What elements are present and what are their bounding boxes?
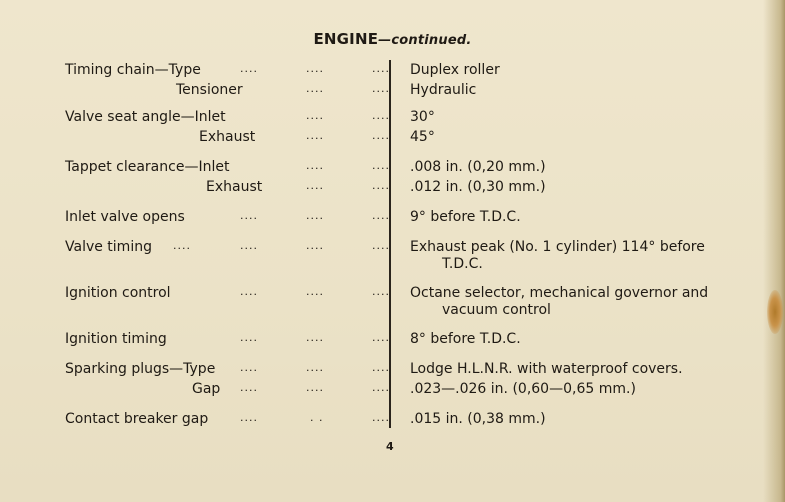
leader-dots: .... [372,239,390,252]
leader-dots: .... [372,109,390,122]
leader-dots: .... [306,129,324,142]
spec-row-sparking-plugs-gap [0,381,785,399]
leader-dots: .... [306,159,324,172]
leader-dots: .... [306,239,324,252]
spec-row-tensioner [0,82,785,100]
spec-label: Ignition timing [65,331,167,347]
spec-label: Contact breaker gap [65,411,209,427]
spec-label: Sparking plugs—Type [65,361,216,377]
spec-label: Tappet clearance—Inlet [65,159,230,175]
spec-row-ignition-timing [0,331,785,349]
spec-row-ignition-control-cont [0,302,785,320]
spec-label: Valve timing [65,239,152,255]
spec-value: Hydraulic [410,82,477,98]
leader-dots: .... [306,381,324,394]
leader-dots: .... [240,381,258,394]
spec-label: Inlet valve opens [65,209,185,225]
leader-dots: .... [372,411,390,424]
spec-row-contact-breaker-gap [0,411,785,429]
leader-dots: .... [240,62,258,75]
leader-dots: .... [372,179,390,192]
leader-dots: .... [372,62,390,75]
leader-dots: .... [372,129,390,142]
spec-row-ignition-control [0,285,785,303]
spec-value: Exhaust peak (No. 1 cylinder) 114° before [410,239,705,255]
leader-dots: .... [306,361,324,374]
leader-dots: . . [310,411,324,424]
spec-value: .012 in. (0,30 mm.) [410,179,546,195]
spec-value: .015 in. (0,38 mm.) [410,411,546,427]
spec-label: Tensioner [176,82,243,98]
spec-value: Duplex roller [410,62,500,78]
spec-label: Exhaust [199,129,256,145]
leader-dots: .... [372,331,390,344]
spec-row-valve-seat-inlet [0,109,785,127]
spec-value: Octane selector, mechanical governor and [410,285,709,301]
leader-dots: .... [240,209,258,222]
leader-dots: .... [306,62,324,75]
spec-value: 30° [410,109,435,125]
leader-dots: .... [372,285,390,298]
spec-label: Timing chain—Type [65,62,201,78]
leader-dots: .... [372,361,390,374]
spec-label: Gap [192,381,221,397]
heading-main: ENGINE [313,30,379,48]
spec-value: .008 in. (0,20 mm.) [410,159,546,175]
leader-dots: .... [306,331,324,344]
spec-value: 9° before T.D.C. [410,209,521,225]
spec-row-valve-seat-exhaust [0,129,785,147]
spec-row-valve-timing [0,239,785,257]
spec-value-continued: vacuum control [442,302,551,318]
spec-row-timing-chain-type [0,62,785,80]
spec-value: Lodge H.L.N.R. with waterproof covers. [410,361,683,377]
leader-dots: .... [173,239,191,252]
spec-label: Ignition control [65,285,171,301]
leader-dots: .... [306,209,324,222]
leader-dots: .... [306,109,324,122]
leader-dots: .... [240,285,258,298]
leader-dots: .... [240,331,258,344]
spec-label: Exhaust [206,179,263,195]
leader-dots: .... [240,239,258,252]
spec-row-tappet-exhaust [0,179,785,197]
leader-dots: .... [306,82,324,95]
section-heading [0,30,785,48]
spec-value: 8° before T.D.C. [410,331,521,347]
spec-row-tappet-inlet [0,159,785,177]
spec-value: .023—.026 in. (0,60—0,65 mm.) [410,381,636,397]
spec-row-sparking-plugs-type [0,361,785,379]
leader-dots: .... [372,209,390,222]
leader-dots: .... [240,361,258,374]
leader-dots: .... [306,285,324,298]
spec-row-inlet-valve-opens [0,209,785,227]
spec-row-valve-timing-cont [0,256,785,274]
leader-dots: .... [372,159,390,172]
leader-dots: .... [372,381,390,394]
leader-dots: .... [306,179,324,192]
page-number: 4 [386,440,394,453]
leader-dots: .... [240,411,258,424]
spec-label: Valve seat angle—Inlet [65,109,226,125]
heading-continued: —continued. [378,33,472,48]
spec-value-continued: T.D.C. [442,256,483,272]
leader-dots: .... [372,82,390,95]
spec-value: 45° [410,129,435,145]
